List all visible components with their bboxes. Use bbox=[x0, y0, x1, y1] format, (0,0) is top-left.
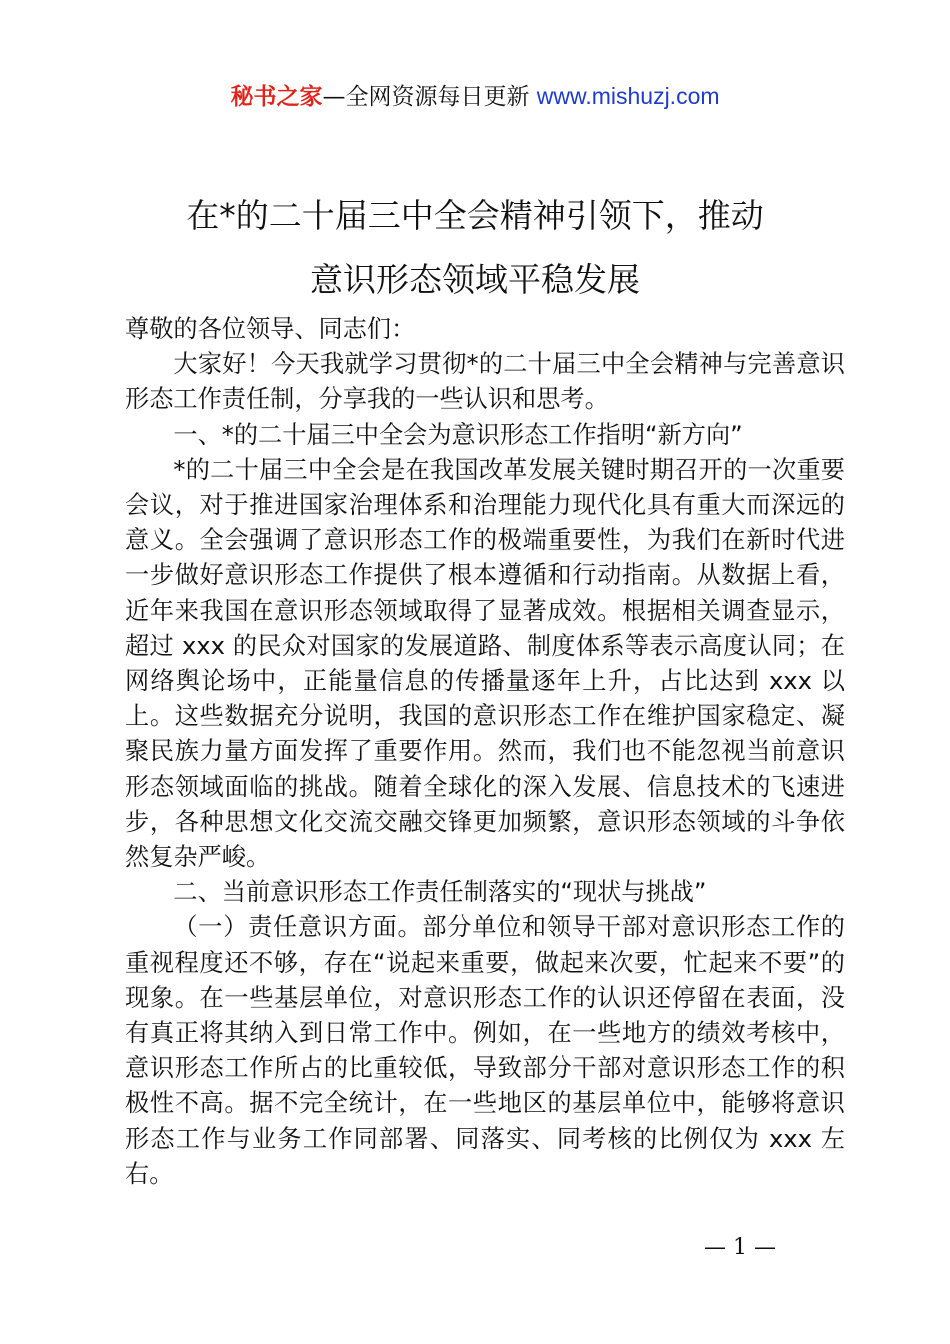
document-body bbox=[125, 312, 845, 1192]
title-line-1: 在*的二十届三中全会精神引领下，推动 bbox=[186, 196, 764, 235]
title-line-2: 意识形态领域平稳发展 bbox=[310, 260, 640, 299]
paragraph-subsection-1: （一）责任意识方面。部分单位和领导干部对意识形态工作的重视程度还不够，存在“说起来重要，做起来次要，忙起来不要”的现象。在一些基层单位，对意识形态工作的认识还停留在表面，没有真正将其纳入到日常工作中。例如，在一些地方的绩效考核中，意识形态工作所占的比重较低，导致部分干部对意识形态工作的积极性不高。据不完全统计，在一些地区的基层单位中，能够将意识形态工作与业务工作同部署、同落实、同考核的比例仅为 xxx 左右。 bbox=[125, 913, 845, 1188]
site-brand: 秘书之家 bbox=[230, 84, 323, 110]
page-number: — 1 — bbox=[704, 1235, 776, 1260]
site-url-link[interactable]: www.mishuzj.com bbox=[536, 83, 720, 109]
section-heading-2: 二、当前意识形态工作责任制落实的“现状与挑战” bbox=[173, 878, 707, 907]
document-title bbox=[60, 184, 890, 312]
site-banner bbox=[0, 80, 950, 113]
salutation: 尊敬的各位领导、同志们： bbox=[125, 315, 416, 343]
site-slogan: —全网资源每日更新 bbox=[322, 84, 530, 110]
paragraph-greeting: 大家好！今天我就学习贯彻*的二十届三中全会精神与完善意识形态工作责任制，分享我的一些认识和思考。 bbox=[125, 350, 845, 414]
paragraph-section-1: *的二十届三中全会是在我国改革发展关键时期召开的一次重要会议，对于推进国家治理体系和治理能力现代化具有重大而深远的意义。全会强调了意识形态工作的极端重要性，为我们在新时代进一步做好意识形态工作提供了根本遵循和行动指南。从数据上看，近年来我国在意识形态领域取得了显著成效。根据相关调查显示，超过 xxx 的民众对国家的发展道路、制度体系等表示高度认同；在网络舆论场中，正能量信息的传播量逐年上升，占比达到 xxx 以上。这些数据充分说明，我国的意识形态工作在维护国家稳定、凝聚民族力量方面发挥了重要作用。然而，我们也不能忽视当前意识形态领域面临的挑战。随着全球化的深入发展、信息技术的飞速进步，各种思想文化交流交融交锋更加频繁，意识形态领域的斗争依然复杂严峻。 bbox=[125, 455, 845, 872]
section-heading-1: 一、*的二十届三中全会为意识形态工作指明“新方向” bbox=[173, 420, 743, 449]
